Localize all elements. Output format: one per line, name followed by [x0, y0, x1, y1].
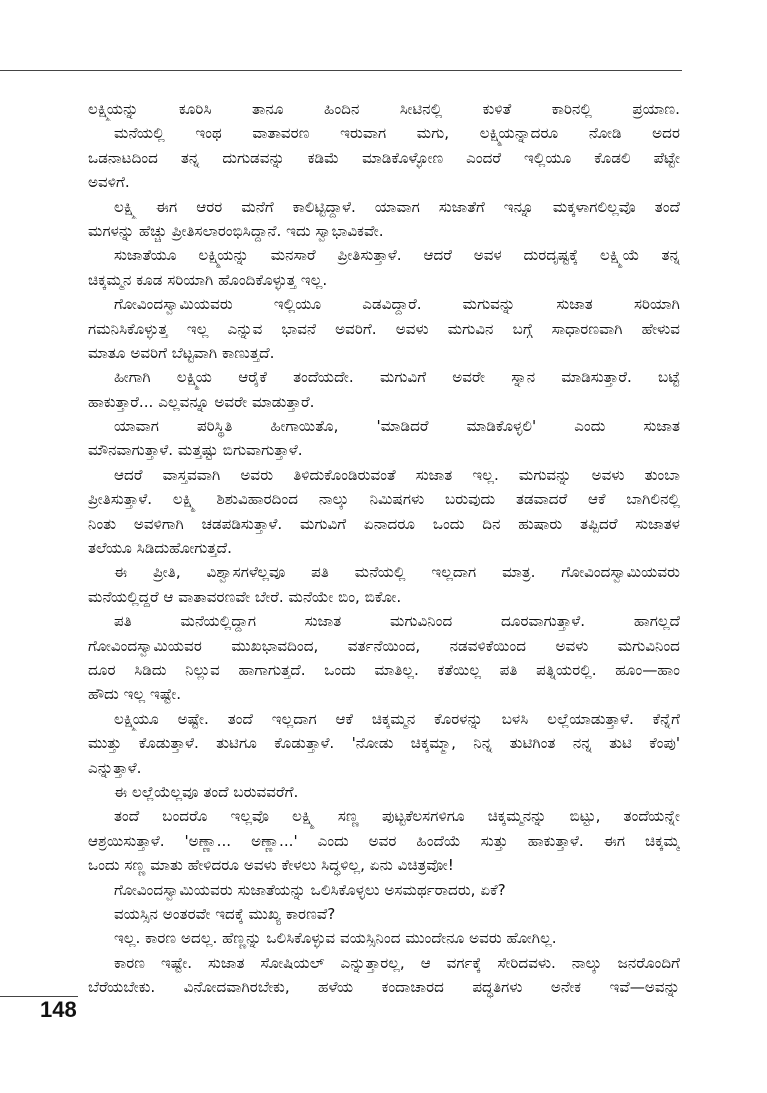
- text-line: ಗೋವಿಂದಸ್ವಾಮಿಯವರು ಇಲ್ಲಿಯೂ ಎಡವಿದ್ದಾರೆ. ಮಗುವನ್ನು ಸುಜಾತ ಸರಿಯಾಗಿ: [114, 295, 680, 314]
- text-line: ಲಕ್ಷ್ಮಿ ಈಗ ಆರರ ಮನೆಗೆ ಕಾಲಿಟ್ಟಿದ್ದಾಳೆ. ಯಾವಾಗ ಸುಜಾತೆಗೆ ಇನ್ನೂ ಮಕ್ಕಳಾಗಲಿಲ್ಲವೊ ತಂದೆ: [114, 197, 680, 216]
- page-number: 148: [40, 997, 77, 1022]
- text-line: ತಲೆಯೂ ಸಿಡಿದುಹೋಗುತ್ತದೆ.: [88, 539, 232, 558]
- text-line: ಇಲ್ಲ. ಕಾರಣ ಅದಲ್ಲ. ಹೆಣ್ಣನ್ನು ಒಲಿಸಿಕೊಳ್ಳುವ ವಯಸ್ಸಿನಿಂದ ಮುಂದೇನೂ ಅವರು ಹೋಗಿಲ್ಲ.: [114, 929, 557, 948]
- text-line: ಪ್ರೀತಿಸುತ್ತಾಳೆ. ಲಕ್ಷ್ಮಿ ಶಿಶುವಿಹಾರದಿಂದ ನಾಲ್ಕು ನಿಮಿಷಗಳು ಬರುವುದು ತಡವಾದರೆ ಆಕೆ ಬಾಗಿಲಿನಲ್ಲಿ: [88, 490, 680, 509]
- text-line: ಈ ಲಲ್ಲೆಯೆಲ್ಲವೂ ತಂದೆ ಬರುವವರೆಗೆ.: [114, 782, 299, 801]
- text-line: ಗೋವಿಂದಸ್ವಾಮಿಯವರ ಮುಖಭಾವದಿಂದ, ವರ್ತನೆಯಿಂದ, ನಡವಳಿಕೆಯಿಂದ ಅವಳು ಮಗುವಿನಿಂದ: [88, 636, 680, 655]
- text-line: ಒಡನಾಟದಿಂದ ತನ್ನ ದುಗುಡವನ್ನು ಕಡಿಮೆ ಮಾಡಿಕೊಳ್ಳೋಣ ಎಂದರೆ ಇಲ್ಲಿಯೂ ಕೊಡಲಿ ಪೆಟ್ಟೇ: [88, 148, 680, 167]
- text-line: ಮುತ್ತು ಕೊಡುತ್ತಾಳೆ. ತುಟಿಗೂ ಕೊಡುತ್ತಾಳೆ. 'ನೋಡು ಚಿಕ್ಕಮ್ಮಾ, ನಿನ್ನ ತುಟಿಗಿಂತ ನನ್ನ ತುಟಿ ಕೆಂಪು': [88, 734, 680, 753]
- text-line: ಹೀಗಾಗಿ ಲಕ್ಷ್ಮಿಯ ಆರೈಕೆ ತಂದೆಯದೇ. ಮಗುವಿಗೆ ಅವರೇ ಸ್ನಾನ ಮಾಡಿಸುತ್ತಾರೆ. ಬಟ್ಟೆ: [114, 368, 680, 387]
- text-line: ಮಾತೂ ಅವರಿಗೆ ಬೆಟ್ಟವಾಗಿ ಕಾಣುತ್ತದೆ.: [88, 343, 275, 362]
- text-line: ಗಮನಿಸಿಕೊಳ್ಳುತ್ತ ಇಲ್ಲ ಎನ್ನುವ ಭಾವನೆ ಅವರಿಗೆ. ಅವಳು ಮಗುವಿನ ಬಗ್ಗೆ ಸಾಧಾರಣವಾಗಿ ಹೇಳುವ: [88, 319, 680, 338]
- text-line: ಗೋವಿಂದಸ್ವಾಮಿಯವರು ಸುಜಾತೆಯನ್ನು ಒಲಿಸಿಕೊಳ್ಳಲು ಅಸಮರ್ಥರಾದರು, ಏಕೆ?: [114, 880, 506, 899]
- body-text: [88, 97, 680, 999]
- text-line: ಈ ಪ್ರೀತಿ, ವಿಶ್ವಾಸಗಳೆಲ್ಲವೂ ಪತಿ ಮನೆಯಲ್ಲಿ ಇಲ್ಲದಾಗ ಮಾತ್ರ. ಗೋವಿಂದಸ್ವಾಮಿಯವರು: [114, 563, 680, 582]
- text-line: ಎನ್ನುತ್ತಾಳೆ.: [88, 758, 142, 777]
- text-line: ವಯಸ್ಸಿನ ಅಂತರವೇ ಇದಕ್ಕೆ ಮುಖ್ಯ ಕಾರಣವೆ?: [114, 904, 336, 923]
- text-line: ನಿಂತು ಅವಳಿಗಾಗಿ ಚಡಪಡಿಸುತ್ತಾಳೆ. ಮಗುವಿಗೆ ಏನಾದರೂ ಒಂದು ದಿನ ಹುಷಾರು ತಪ್ಪಿದರೆ ಸುಜಾತಳ: [88, 514, 680, 533]
- text-line: ಯಾವಾಗ ಪರಿಸ್ಥಿತಿ ಹೀಗಾಯಿತೊ, 'ಮಾಡಿದರೆ ಮಾಡಿಕೊಳ್ಳಲಿ' ಎಂದು ಸುಜಾತ: [114, 417, 680, 436]
- text-line: ಲಕ್ಷ್ಮಿಯನ್ನು ಕೂರಿಸಿ ತಾನೂ ಹಿಂದಿನ ಸೀಟಿನಲ್ಲಿ ಕುಳಿತೆ ಕಾರಿನಲ್ಲಿ ಪ್ರಯಾಣ.: [88, 100, 680, 118]
- header-rule: [0, 70, 682, 71]
- text-line: ಆಶ್ರಯಿಸುತ್ತಾಳೆ. 'ಅಣ್ಣಾ... ಅಣ್ಣಾ...' ಎಂದು ಅವರ ಹಿಂದೆಯೆ ಸುತ್ತು ಹಾಕುತ್ತಾಳೆ. ಈಗ ಚಿಕ್ಕಮ್ಮ: [88, 831, 680, 850]
- text-line: ಹಾಕುತ್ತಾರೆ... ಎಲ್ಲವನ್ನೂ ಅವರೇ ಮಾಡುತ್ತಾರೆ.: [88, 392, 315, 411]
- text-line: ಆದರೆ ವಾಸ್ತವವಾಗಿ ಅವರು ತಿಳಿದುಕೊಂಡಿರುವಂತೆ ಸುಜಾತ ಇಲ್ಲ. ಮಗುವನ್ನು ಅವಳು ತುಂಬಾ: [114, 465, 680, 484]
- text-line: ಬೆರೆಯಬೇಕು. ವಿನೋದವಾಗಿರಬೇಕು, ಹಳೆಯ ಕಂದಾಚಾರದ ಪದ್ಧತಿಗಳು ಅನೇಕ ಇವೆ—ಅವನ್ನು: [88, 978, 680, 997]
- text-line: ಸುಜಾತೆಯೂ ಲಕ್ಷ್ಮಿಯನ್ನು ಮನಸಾರೆ ಪ್ರೀತಿಸುತ್ತಾಳೆ. ಆದರೆ ಅವಳ ದುರದೃಷ್ಟಕ್ಕೆ ಲಕ್ಷ್ಮಿಯೆ ತನ್ನ: [114, 246, 680, 265]
- text-line: ಲಕ್ಷ್ಮಿಯೂ ಅಷ್ಟೇ. ತಂದೆ ಇಲ್ಲದಾಗ ಆಕೆ ಚಿಕ್ಕಮ್ಮನ ಕೊರಳನ್ನು ಬಳಸಿ ಲಲ್ಲೆಯಾಡುತ್ತಾಳೆ. ಕೆನ್ನೆಗೆ: [114, 709, 680, 728]
- text-line: ಮನೆಯಲ್ಲಿ ಇಂಥ ವಾತಾವರಣ ಇರುವಾಗ ಮಗು, ಲಕ್ಷ್ಮಿಯನ್ನಾದರೂ ನೋಡಿ ಅದರ: [114, 124, 680, 143]
- text-line: ಚಿಕ್ಕಮ್ಮನ ಕೂಡ ಸರಿಯಾಗಿ ಹೊಂದಿಕೊಳ್ಳುತ್ತ ಇಲ್ಲ.: [88, 270, 328, 289]
- text-line: ಮಗಳನ್ನು ಹೆಚ್ಚು ಪ್ರೀತಿಸಲಾರಂಭಿಸಿದ್ದಾನೆ. ಇದು ಸ್ವಾಭಾವಿಕವೇ.: [88, 221, 384, 240]
- text-line: ಹೌದು ಇಲ್ಲ ಇಷ್ಟೇ.: [88, 685, 182, 704]
- text-line: ತಂದೆ ಬಂದರೊ ಇಲ್ಲವೊ ಲಕ್ಷ್ಮಿ ಸಣ್ಣ ಪುಟ್ಟಕೆಲಸಗಳಿಗೂ ಚಿಕ್ಕಮ್ಮನನ್ನು ಬಿಟ್ಟು, ತಂದೆಯನ್ನೇ: [114, 807, 680, 826]
- text-line: ಮೌನವಾಗುತ್ತಾಳೆ. ಮತ್ತಷ್ಟು ಬಿಗುವಾಗುತ್ತಾಳೆ.: [88, 441, 303, 460]
- text-line: ಒಂದು ಸಣ್ಣ ಮಾತು ಹೇಳಿದರೂ ಅವಳು ಕೇಳಲು ಸಿದ್ಧಳಿಲ್ಲ, ಏನು ವಿಚಿತ್ರವೋ!: [88, 856, 454, 875]
- text-line: ಕಾರಣ ಇಷ್ಟೇ. ಸುಜಾತ ಸೋಷಿಯಲ್ ಎನ್ನುತ್ತಾರಲ್ಲ, ಆ ವರ್ಗಕ್ಕೆ ಸೇರಿದವಳು. ನಾಲ್ಕು ಜನರೊಂದಿಗೆ: [114, 953, 680, 972]
- text-line: ದೂರ ಸಿಡಿದು ನಿಲ್ಲುವ ಹಾಗಾಗುತ್ತದೆ. ಒಂದು ಮಾತಿಲ್ಲ. ಕತೆಯಿಲ್ಲ ಪತಿ ಪತ್ನಿಯರಲ್ಲಿ. ಹೂಂ—ಹಾಂ: [88, 660, 680, 679]
- text-line: ಮನೆಯಲ್ಲಿದ್ದರೆ ಆ ವಾತಾವರಣವೇ ಬೇರೆ. ಮನೆಯೇ ಬಿಂ, ಬಿಕೋ.: [88, 587, 402, 606]
- text-line: ಪತಿ ಮನೆಯಲ್ಲಿದ್ದಾಗ ಸುಜಾತ ಮಗುವಿನಿಂದ ದೂರವಾಗುತ್ತಾಳೆ. ಹಾಗಲ್ಲದೆ: [114, 612, 680, 631]
- text-line: ಅವಳಿಗೆ.: [88, 173, 130, 192]
